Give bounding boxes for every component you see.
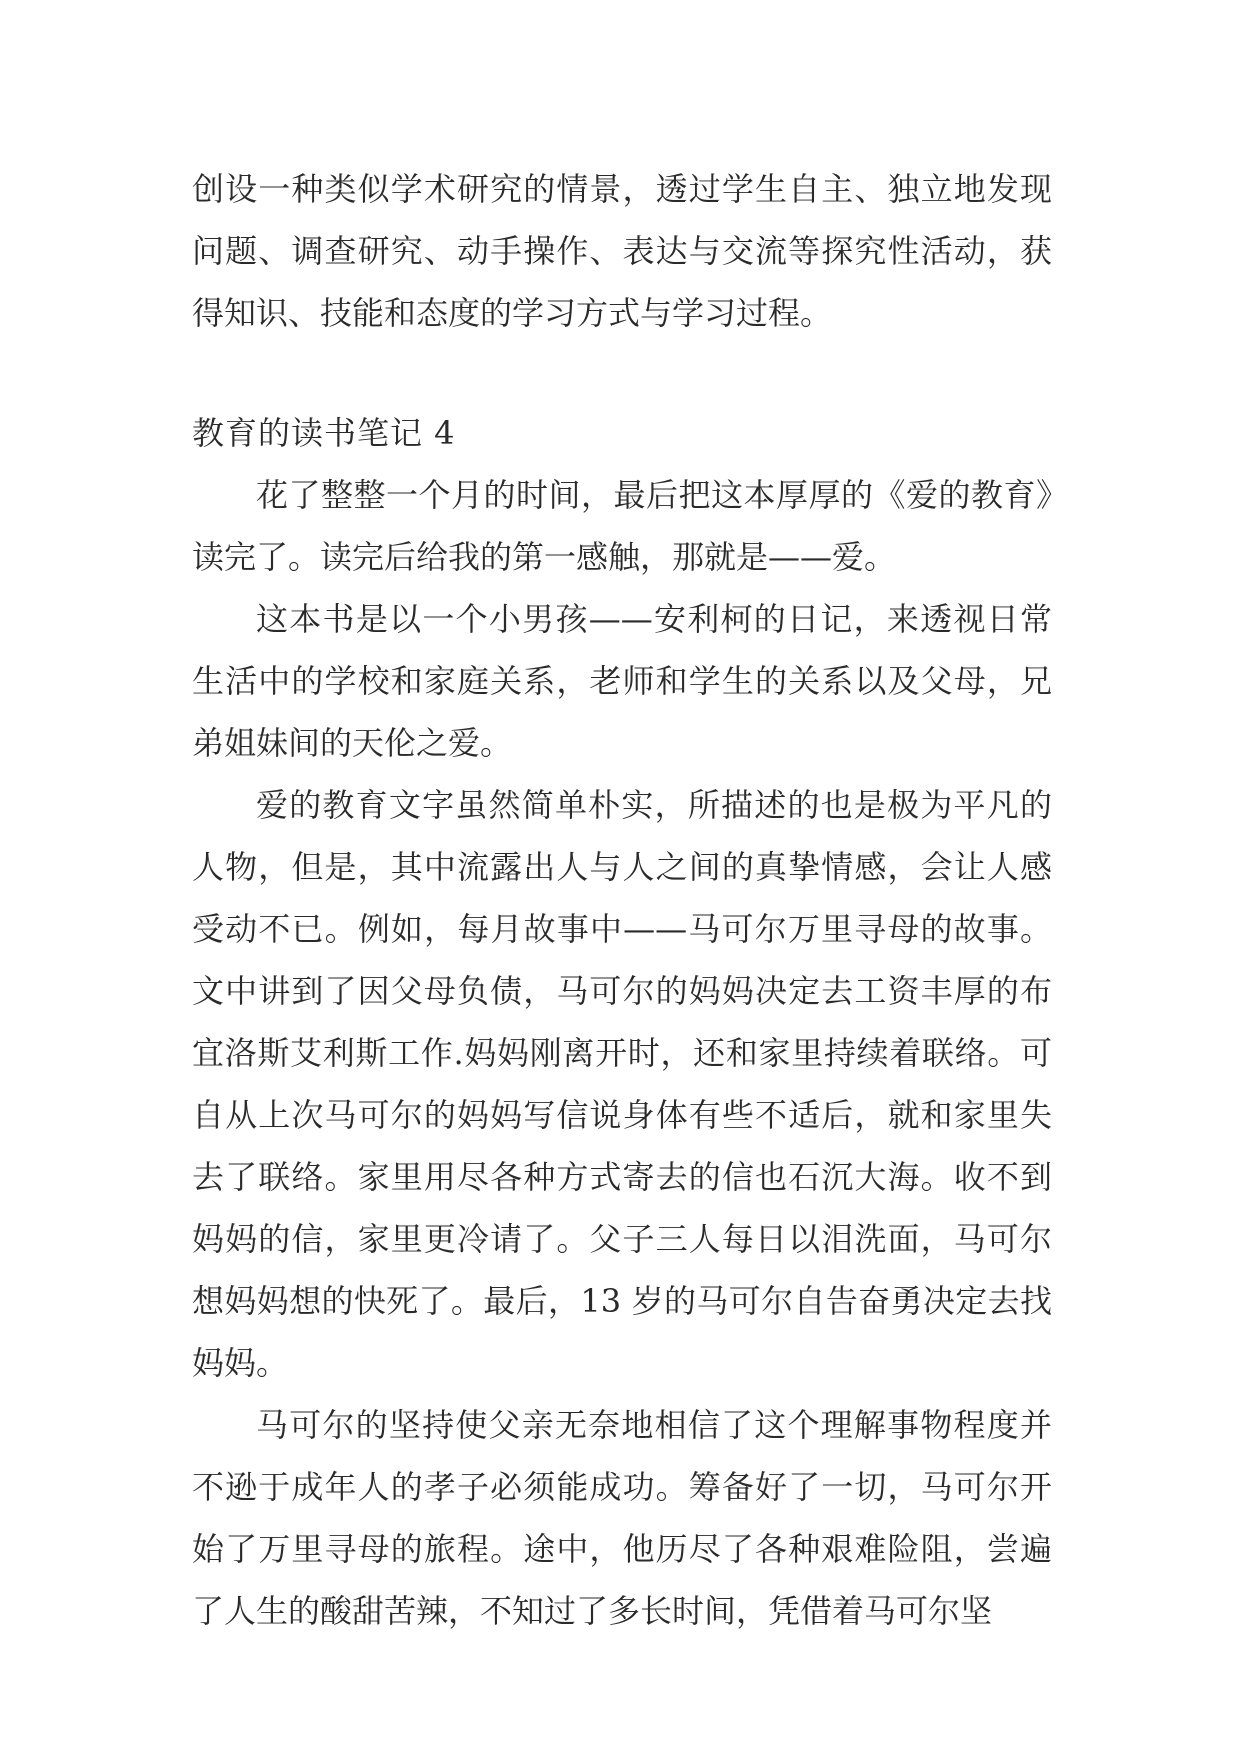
paragraph-1: 花了整整一个月的时间，最后把这本厚厚的《爱的教育》读完了。读完后给我的第一感触，那就是——爱。 (192, 476, 1052, 576)
paragraph-3: 爱的教育文字虽然简单朴实，所描述的也是极为平凡的人物，但是，其中流露出人与人之间的真挚情感，会让人感受动不已。例如，每月故事中——马可尔万里寻母的故事。文中讲到了因父母负债，马可尔的妈妈决定去工资丰厚的布宜洛斯艾利斯工作.妈妈刚离开时，还和家里持续着联络。可自从上次马可尔的妈妈写信说身体有些不适后，就和家里失去了联络。家里用尽各种方式寄去的信也石沉大海。收不到妈妈的信，家里更冷请了。父子三人每日以泪洗面，马可尔想妈妈想的快死了。最后，13 岁的马可尔自告奋勇决定去找妈妈。 (192, 786, 1052, 1382)
intro-paragraph: 创设一种类似学术研究的情景，透过学生自主、独立地发现问题、调查研究、动手操作、表达与交流等探究性活动，获得知识、技能和态度的学习方式与学习过程。 (192, 170, 1052, 332)
document-body (192, 158, 1052, 1642)
paragraph-2: 这本书是以一个小男孩——安利柯的日记，来透视日常生活中的学校和家庭关系，老师和学生的关系以及父母，兄弟姐妹间的天伦之爱。 (192, 600, 1052, 762)
paragraph-4: 马可尔的坚持使父亲无奈地相信了这个理解事物程度并不逊于成年人的孝子必须能成功。筹备好了一切，马可尔开始了万里寻母的旅程。途中，他历尽了各种艰难险阻，尝遍了人生的酸甜苦辣，不知过了多长时间，凭借着马可尔坚 (192, 1406, 1052, 1630)
section-title: 教育的读书笔记 4 (192, 414, 456, 452)
